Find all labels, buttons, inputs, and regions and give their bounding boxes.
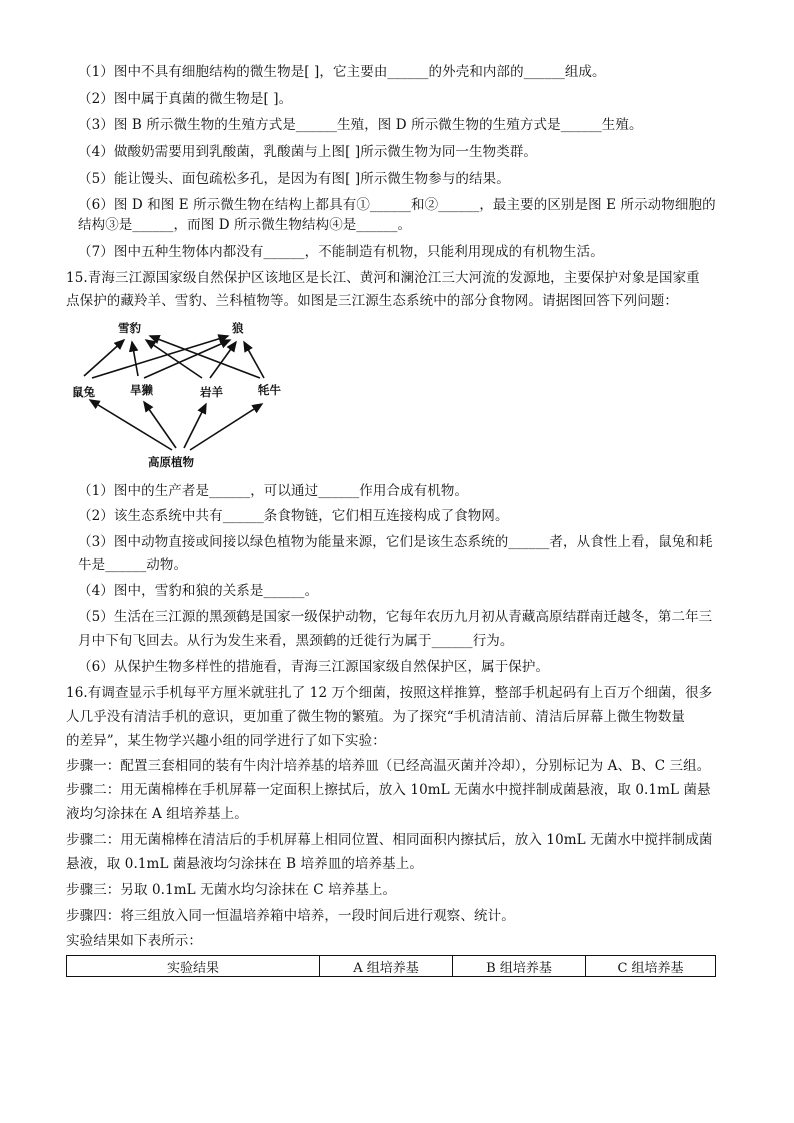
q14-item-4: （4）做酸奶需要用到乳酸菌，乳酸菌与上图[ ]所示微生物为同一生物类群。 xyxy=(78,144,538,160)
q15-item-5a: （5）生活在三江源的黑颈鹤是国家一级保护动物，它每年农历九月初从青藏高原结群南迁越冬，第二年三 xyxy=(78,609,713,625)
results-table xyxy=(66,955,716,977)
q14-item-6a: （6）图 D 和图 E 所示微生物在结构上都具有①______和②______，最主要的区别是图 E 所示动物细胞的 xyxy=(78,197,716,213)
q16-step-2a: 步骤二：用无菌棉棒在手机屏幕一定面积上擦拭后，放入 10mL 无菌水中搅拌制成菌悬液，取 0.1mL 菌悬 xyxy=(66,782,711,798)
node-wolf: 狼 xyxy=(232,321,244,335)
q14-item-2: （2）图中属于真菌的微生物是[ ]。 xyxy=(78,91,293,107)
table-header-cell: 实验结果 xyxy=(67,956,320,977)
q16-stem-2: 人几乎没有清洁手机的意识，更加重了微生物的繁殖。为了探究“手机清洁前、清洁后屏幕上微生物数量 xyxy=(66,709,685,725)
q14-item-1: （1）图中不具有细胞结构的微生物是[ ]，它主要由______的外壳和内部的______组成。 xyxy=(78,64,606,80)
q16-step-3: 步骤三：另取 0.1mL 无菌水均匀涂抹在 C 培养基上。 xyxy=(66,882,397,898)
table-header-cell: B 组培养基 xyxy=(453,956,586,977)
q16-step-2d: 悬液，取 0.1mL 菌悬液均匀涂抹在 B 培养皿的培养基上。 xyxy=(66,856,423,872)
arrow-plants-to-marmot xyxy=(144,402,176,448)
arrow-plants-to-yak xyxy=(190,404,262,450)
q16-stem-3: 的差异”，某生物学兴趣小组的同学进行了如下实验： xyxy=(66,733,386,749)
q14-item-3: （3）图 B 所示微生物的生殖方式是______生殖，图 D 所示微生物的生殖方式是______生殖。 xyxy=(78,117,643,133)
table-header-cell: A 组培养基 xyxy=(320,956,453,977)
table-row xyxy=(67,956,716,977)
q16-step-2c: 步骤二：用无菌棉棒在清洁后的手机屏幕上相同位置、相同面积内擦拭后，放入 10mL 无菌水中搅拌制成菌 xyxy=(66,832,713,848)
node-snow-leopard: 雪豹 xyxy=(118,321,141,335)
q16-step-4: 步骤四：将三组放入同一恒温培养箱中培养，一段时间后进行观察、统计。 xyxy=(66,908,515,924)
q15-stem-2: 点保护的藏羚羊、雪豹、兰科植物等。如图是三江源生态系统中的部分食物网。请据图回答下列问题： xyxy=(66,293,678,309)
q15-item-5b: 月中下旬飞回去。从行为发生来看，黑颈鹤的迁徙行为属于______行为。 xyxy=(78,633,514,649)
q14-item-7: （7）图中五种生物体内都没有______，不能制造有机物，只能利用现成的有机物生活。 xyxy=(78,244,604,260)
q14-item-5: （5）能让馒头、面包疏松多孔，是因为有图[ ]所示微生物参与的结果。 xyxy=(78,171,510,187)
node-yak: 牦牛 xyxy=(258,383,281,397)
q14-item-6b: 结构③是______，而图 D 所示微生物结构④是______。 xyxy=(78,217,412,233)
q15-stem-1: 15.青海三江源国家级自然保护区该地区是长江、黄河和澜沧江三大河流的发源地，主要保护对象是国家重 xyxy=(66,270,700,286)
q15-item-2: （2）该生态系统中共有______条食物链，它们相互连接构成了食物网。 xyxy=(78,508,509,524)
node-bharal: 岩羊 xyxy=(200,385,223,399)
food-web-diagram xyxy=(72,314,312,474)
q16-step-2b: 液均匀涂抹在 A 组培养基上。 xyxy=(66,806,248,822)
arrow-marmot-to-wolf xyxy=(144,340,230,378)
node-plateau-plants: 高原植物 xyxy=(148,455,194,469)
q15-item-6: （6）从保护生物多样性的措施看，青海三江源国家级自然保护区，属于保护。 xyxy=(78,659,550,675)
q15-item-4: （4）图中，雪豹和狼的关系是______。 xyxy=(78,583,319,599)
q16-result-intro: 实验结果如下表所示： xyxy=(66,933,202,949)
q16-stem-1: 16.有调查显示手机每平方厘米就驻扎了 12 万个细菌，按照这样推算，整部手机起码有上百万个细菌，很多 xyxy=(66,685,713,701)
q15-item-3b: 牛是______动物。 xyxy=(78,557,188,573)
arrow-marmot-to-snowleopard xyxy=(132,342,138,376)
node-pika: 鼠兔 xyxy=(72,385,95,399)
table-header-cell: C 组培养基 xyxy=(586,956,716,977)
q16-step-1: 步骤一：配置三套相同的装有牛肉汁培养基的培养皿（已经高温灭菌并冷却），分别标记为 A、B、C 三组。 xyxy=(66,758,711,774)
q15-item-3a: （3）图中动物直接或间接以绿色植物为能量来源，它们是该生态系统的______者，从食性上看，鼠兔和耗 xyxy=(78,534,713,550)
node-marmot: 旱獭 xyxy=(130,383,153,397)
q15-item-1: （1）图中的生产者是______，可以通过______作用合成有机物。 xyxy=(78,483,469,499)
